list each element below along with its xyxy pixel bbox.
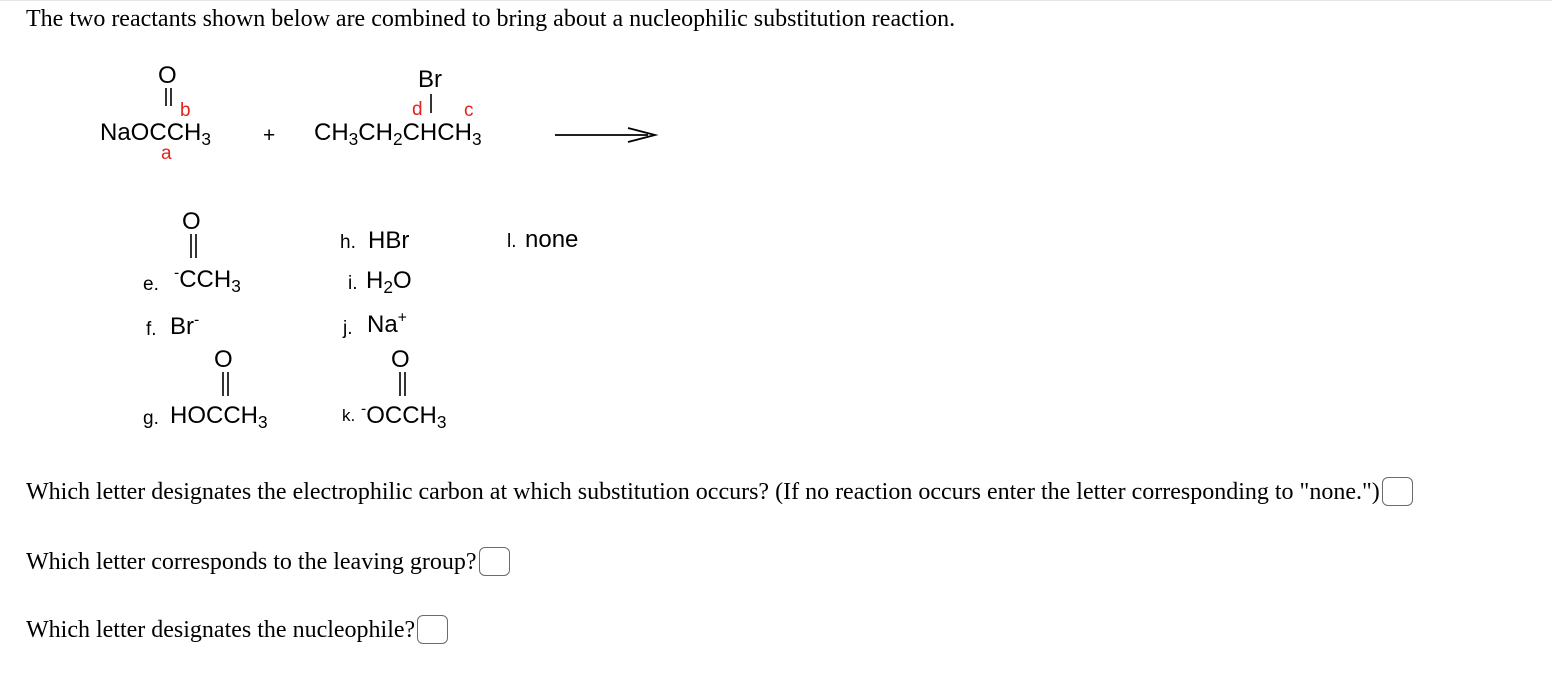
choice-e-formula: $^-CCH_3$: [174, 264, 241, 296]
choice-l-text: none: [525, 226, 579, 253]
plus-sign: +: [263, 124, 276, 147]
choice-g-oxygen: O: [214, 346, 233, 373]
prompt-2-text: Which letter corresponds to the leaving group?: [26, 549, 477, 576]
reactant1-formula: NaOCCH$_3$: [100, 119, 211, 149]
choice-k-label: k.: [342, 406, 356, 425]
prompt-electrophilic-carbon: [26, 479, 1413, 508]
choice-g-label: g.: [143, 408, 159, 429]
choice-j-label: j.: [343, 318, 353, 339]
choice-l-label: l.: [507, 231, 517, 252]
choice-k-oxygen: O: [391, 346, 410, 373]
answer-box-leaving-group[interactable]: [479, 547, 510, 576]
choice-i-label: i.: [348, 273, 358, 294]
answer-box-nucleophile[interactable]: [417, 615, 448, 644]
choice-k-formula: $^-OCCH_3$: [361, 400, 447, 432]
choice-e-oxygen: O: [182, 208, 201, 235]
choice-i-formula: $H_2O$: [366, 267, 412, 297]
prompt-nucleophile: [26, 617, 448, 646]
choice-h-label: h.: [340, 232, 356, 253]
intro-text: The two reactants shown below are combined to bring about a nucleophilic substitution reaction.: [26, 6, 956, 32]
choice-h-formula: HBr: [368, 227, 410, 254]
prompt-3-text: Which letter designates the nucleophile?: [26, 617, 416, 644]
label-c: c: [464, 100, 474, 121]
choice-e-label: e.: [143, 274, 159, 295]
choice-f-label: f.: [146, 319, 157, 340]
reactant1-carbonyl-oxygen: O: [158, 62, 177, 89]
answer-box-electrophilic-carbon[interactable]: [1382, 477, 1413, 506]
reactant2-formula: $CH_3CH_2CHCH_3$: [314, 119, 482, 149]
bromine-label: Br: [418, 66, 442, 93]
prompt-1-text: Which letter designates the electrophilic carbon at which substitution occurs? (If no reaction occurs enter the letter corresponding to "none."): [26, 479, 1380, 506]
choice-j-formula: Na+: [367, 309, 407, 338]
label-a: a: [161, 143, 172, 164]
prompt-leaving-group: [26, 549, 510, 578]
label-d: d: [412, 99, 423, 120]
choice-f-formula: Br-: [170, 311, 200, 340]
choice-g-formula: $HOCCH_3$: [170, 402, 268, 432]
label-b: b: [180, 100, 191, 121]
